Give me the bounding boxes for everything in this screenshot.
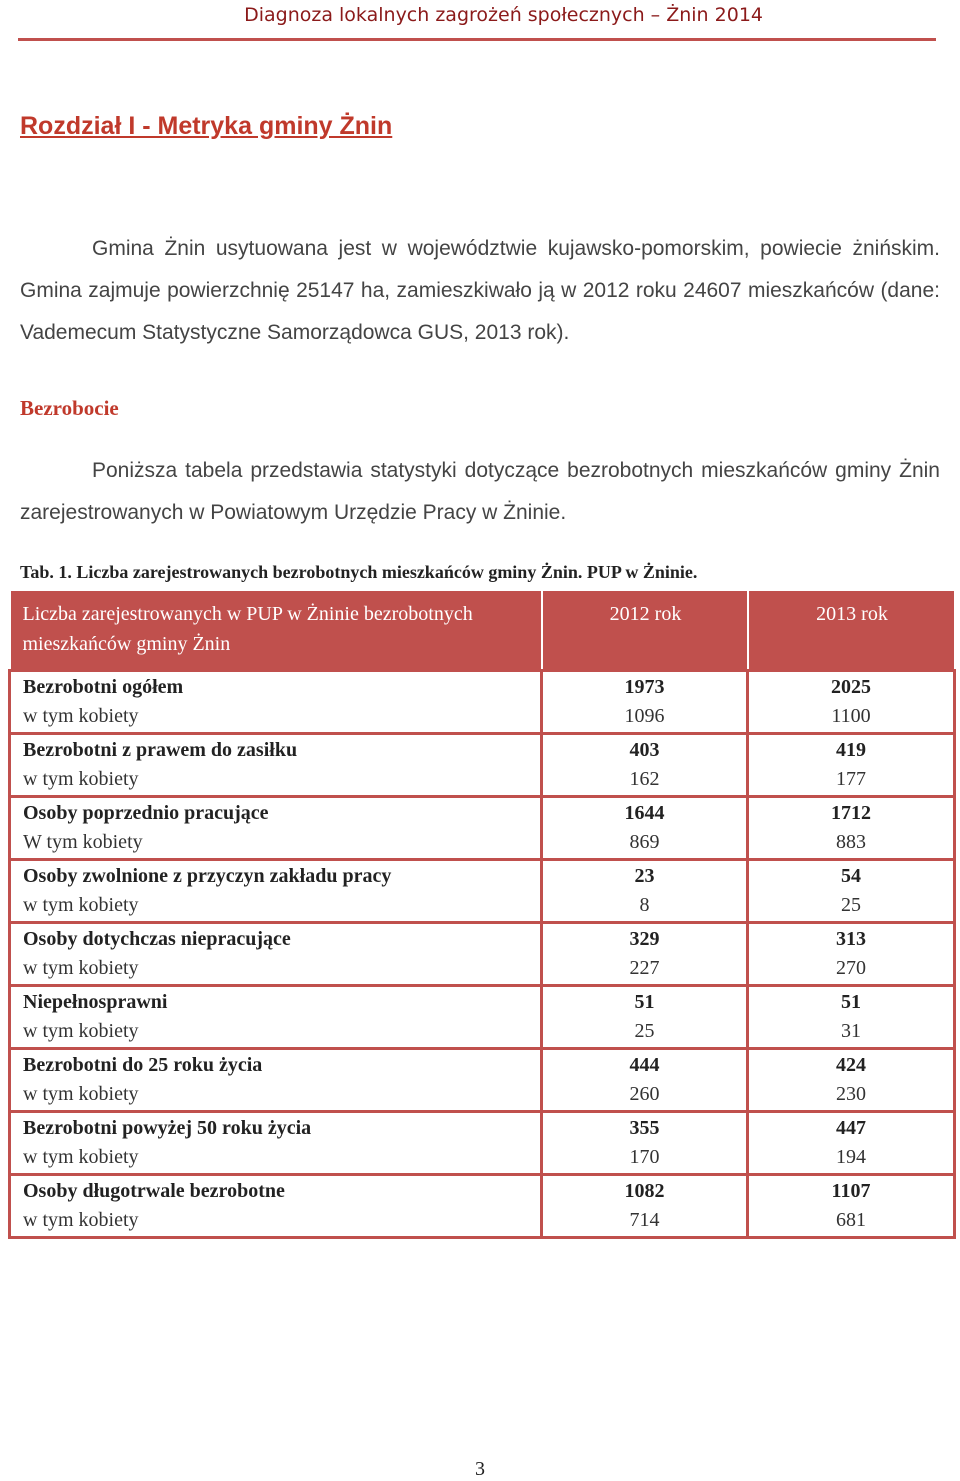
value-2012-cell-women: 227 [629, 957, 660, 979]
row-label-cell [10, 671, 542, 734]
table-body [10, 671, 955, 1238]
value-2012-cell-women: 162 [629, 768, 660, 790]
value-2012-cell-main: 329 [629, 928, 660, 950]
value-2013-cell-main: 313 [836, 928, 866, 950]
row-label-cell-main: Niepełnosprawni [23, 991, 168, 1013]
row-label-cell [10, 1175, 542, 1238]
value-2013-cell-women: 230 [836, 1083, 866, 1105]
value-2013-cell-women: 681 [836, 1209, 866, 1231]
value-2012-cell [542, 1175, 748, 1238]
value-2013-cell [748, 1112, 955, 1175]
value-2013-cell-main: 1107 [831, 1180, 871, 1202]
value-2012-cell-women: 25 [634, 1020, 655, 1042]
value-2012-cell [542, 860, 748, 923]
value-2012-cell-main: 51 [634, 991, 655, 1013]
value-2013-cell [748, 986, 955, 1049]
table-row [10, 1175, 955, 1238]
value-2013-cell-women: 177 [836, 768, 866, 790]
value-2012-cell-main: 1082 [624, 1180, 665, 1202]
value-2013-cell [748, 671, 955, 734]
value-2013-cell [748, 1049, 955, 1112]
section-heading: Bezrobocie [20, 396, 119, 420]
row-label-cell-women: w tym kobiety [23, 768, 139, 790]
row-label-cell-women: w tym kobiety [23, 1209, 139, 1231]
value-2013-cell-main: 447 [836, 1117, 866, 1139]
row-label-cell-women: w tym kobiety [23, 957, 139, 979]
value-2012-cell [542, 1112, 748, 1175]
table-row [10, 923, 955, 986]
table-row [10, 1049, 955, 1112]
value-2013-cell-women: 31 [841, 1020, 861, 1042]
row-label-cell-main: Bezrobotni z prawem do zasiłku [23, 739, 298, 761]
value-2012-cell-women: 1096 [624, 705, 665, 727]
value-2012-cell-main: 355 [629, 1117, 660, 1139]
value-2013-cell-women: 1100 [831, 705, 871, 727]
running-header: Diagnoza lokalnych zagrożeń społecznych – Żnin 2014 [244, 4, 763, 26]
row-label-cell [10, 923, 542, 986]
row-label-cell-women: W tym kobiety [23, 831, 143, 853]
value-2013-cell [748, 1175, 955, 1238]
value-2012-cell [542, 734, 748, 797]
row-label-cell [10, 1049, 542, 1112]
value-2013-cell-women: 883 [836, 831, 866, 853]
header-2012-cell: 2012 rok [542, 590, 748, 671]
value-2012-cell [542, 671, 748, 734]
header-divider [18, 38, 936, 41]
row-label-cell [10, 734, 542, 797]
chapter-title: Rozdział I - Metryka gminy Żnin [20, 112, 393, 140]
row-label-cell-main: Osoby poprzednio pracujące [23, 802, 269, 824]
value-2012-cell [542, 797, 748, 860]
header-label-cell: Liczba zarejestrowanych w PUP w Żninie bezrobotnych mieszkańców gminy Żnin [10, 590, 542, 671]
row-label-cell-main: Osoby długotrwale bezrobotne [23, 1180, 285, 1202]
value-2013-cell-main: 54 [841, 865, 861, 887]
value-2012-cell [542, 1049, 748, 1112]
value-2012-cell [542, 986, 748, 1049]
value-2012-cell-women: 869 [629, 831, 660, 853]
value-2012-cell [542, 923, 748, 986]
section-paragraph: Poniższa tabela przedstawia statystyki dotyczące bezrobotnych mieszkańców gminy Żnin zarejestrowanych w Powiatowym Urzędzie Pracy w Żninie. [20, 459, 940, 524]
row-label-cell [10, 860, 542, 923]
row-label-cell [10, 986, 542, 1049]
row-label-cell-main: Bezrobotni ogółem [23, 676, 184, 698]
intro-paragraph: Gmina Żnin usytuowana jest w województwie kujawsko-pomorskim, powiecie żnińskim. Gmina zajmuje powierzchnię 25147 ha, zamieszkiwało ją w 2012 roku 24607 mieszkańców (dane: Vademecum Statystyczne Samorządowca GUS, 2013 rok). [20, 237, 940, 344]
value-2012-cell-women: 8 [639, 894, 650, 916]
table-caption: Tab. 1. Liczba zarejestrowanych bezrobotnych mieszkańców gminy Żnin. PUP w Żninie. [20, 562, 698, 582]
value-2013-cell-women: 25 [841, 894, 861, 916]
value-2013-cell [748, 797, 955, 860]
table-row [10, 734, 955, 797]
value-2013-cell-women: 194 [836, 1146, 866, 1168]
value-2013-cell [748, 734, 955, 797]
value-2012-cell-main: 23 [634, 865, 655, 887]
table-row [10, 797, 955, 860]
row-label-cell-women: w tym kobiety [23, 1083, 139, 1105]
value-2013-cell-women: 270 [836, 957, 866, 979]
header-2013-cell: 2013 rok [748, 590, 955, 671]
row-label-cell-main: Bezrobotni do 25 roku życia [23, 1054, 263, 1076]
value-2013-cell-main: 1712 [831, 802, 871, 824]
table-row [10, 1112, 955, 1175]
value-2013-cell-main: 2025 [831, 676, 871, 698]
table-row [10, 671, 955, 734]
value-2012-cell-main: 444 [629, 1054, 660, 1076]
value-2013-cell-main: 424 [836, 1054, 866, 1076]
row-label-cell-women: w tym kobiety [23, 1146, 139, 1168]
row-label-cell-women: w tym kobiety [23, 1020, 139, 1042]
row-label-cell-main: Osoby zwolnione z przyczyn zakładu pracy [23, 865, 392, 887]
value-2012-cell-main: 1973 [624, 676, 665, 698]
value-2013-cell-main: 51 [841, 991, 861, 1013]
value-2012-cell-women: 170 [629, 1146, 660, 1168]
value-2012-cell-main: 403 [629, 739, 660, 761]
row-label-cell [10, 1112, 542, 1175]
row-label-cell-women: w tym kobiety [23, 894, 139, 916]
value-2013-cell [748, 923, 955, 986]
unemployment-table [8, 589, 956, 1239]
table-row [10, 986, 955, 1049]
page-number: 3 [475, 1458, 485, 1480]
row-label-cell-main: Osoby dotychczas niepracujące [23, 928, 291, 950]
table-header-row [10, 590, 955, 671]
value-2013-cell-main: 419 [836, 739, 866, 761]
table-row [10, 860, 955, 923]
value-2012-cell-women: 714 [629, 1209, 660, 1231]
value-2012-cell-women: 260 [629, 1083, 660, 1105]
value-2012-cell-main: 1644 [624, 802, 665, 824]
row-label-cell [10, 797, 542, 860]
value-2013-cell [748, 860, 955, 923]
row-label-cell-women: w tym kobiety [23, 705, 139, 727]
row-label-cell-main: Bezrobotni powyżej 50 roku życia [23, 1117, 312, 1139]
